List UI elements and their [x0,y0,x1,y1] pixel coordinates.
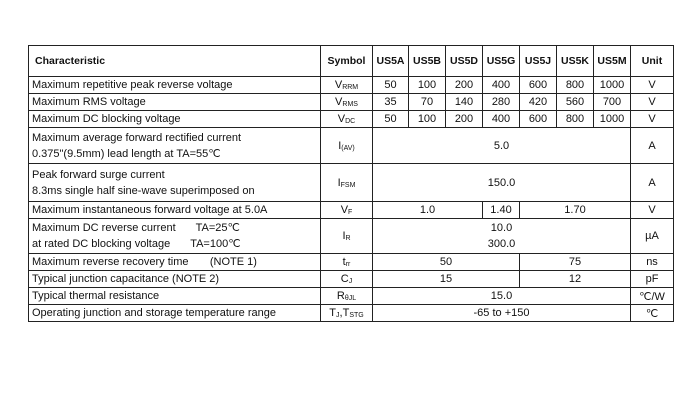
header-row [29,46,674,77]
value-cell: 5.0 [373,128,631,164]
value-cell: 200 [446,77,483,94]
row-ifsm [29,164,674,202]
value-cell: 15 [373,271,520,288]
unit-cell: V [631,202,674,219]
unit-cell: ℃ [631,305,674,322]
row-symbol: $V_{DC}$ [321,111,373,128]
value-cell: 140 [446,94,483,111]
value-cell: 600 [520,111,557,128]
value-cell: 100 [409,77,446,94]
value-cell: 400 [483,111,520,128]
value-cell: 400 [483,77,520,94]
row-symbol: $I_{(AV)}$ [321,128,373,164]
row-symbol: $I_{FSM}$ [321,164,373,202]
row-symbol: $R_{\theta JL}$ [321,288,373,305]
row-vf [29,202,674,219]
value-cell: 50 [373,254,520,271]
part-header-us5m: US5M [594,46,631,77]
unit-cell: V [631,111,674,128]
unit-cell: A [631,128,674,164]
value-cell: 280 [483,94,520,111]
unit-cell: pF [631,271,674,288]
value-cell: 15.0 [373,288,631,305]
row-description: Maximum reverse recovery time (NOTE 1) [29,254,321,271]
value-cell: 10.0 300.0 [373,219,631,254]
unit-cell: µA [631,219,674,254]
part-header-us5b: US5B [409,46,446,77]
row-symbol: $C_J$ [321,271,373,288]
row-description: Maximum repetitive peak reverse voltage [29,77,321,94]
unit-header: Unit [631,46,674,77]
value-cell: 75 [520,254,631,271]
value-cell: 1000 [594,77,631,94]
row-symbol: $t_{rr}$ [321,254,373,271]
value-cell: 1.70 [520,202,631,219]
row-ir [29,219,674,254]
unit-cell: V [631,94,674,111]
unit-cell: ℃/W [631,288,674,305]
row-description: Operating junction and storage temperature range [29,305,321,322]
row-symbol: $V_{RMS}$ [321,94,373,111]
row-symbol: $V_F$ [321,202,373,219]
row-trr [29,254,674,271]
value-cell: 420 [520,94,557,111]
row-symbol: $I_R$ [321,219,373,254]
row-symbol: $V_{RRM}$ [321,77,373,94]
row-description: Peak forward surge current 8.3ms single half sine-wave superimposed on [29,164,321,202]
value-cell: 560 [557,94,594,111]
part-header-us5j: US5J [520,46,557,77]
value-cell: 35 [373,94,409,111]
row-symbol: $T_J,T_{STG}$ [321,305,373,322]
row-iav [29,128,674,164]
value-cell: 1.40 [483,202,520,219]
row-temp [29,305,674,322]
value-cell: 1.0 [373,202,483,219]
value-cell: 50 [373,111,409,128]
characteristic-header: Characteristic [29,46,321,77]
row-description: Maximum instantaneous forward voltage at 5.0A [29,202,321,219]
value-cell: 70 [409,94,446,111]
value-cell: 600 [520,77,557,94]
value-cell: 50 [373,77,409,94]
row-cj [29,271,674,288]
value-cell: -65 to +150 [373,305,631,322]
value-cell: 12 [520,271,631,288]
part-header-us5d: US5D [446,46,483,77]
unit-cell: V [631,77,674,94]
value-cell: 200 [446,111,483,128]
part-header-us5k: US5K [557,46,594,77]
unit-cell: ns [631,254,674,271]
row-description: Typical junction capacitance (NOTE 2) [29,271,321,288]
row-description: Maximum DC reverse current TA=25℃ at rated DC blocking voltage TA=100℃ [29,219,321,254]
part-header-us5g: US5G [483,46,520,77]
row-description: Maximum DC blocking voltage [29,111,321,128]
row-description: Maximum average forward rectified current 0.375"(9.5mm) lead length at TA=55℃ [29,128,321,164]
row-description: Typical thermal resistance [29,288,321,305]
row-rth [29,288,674,305]
part-header-us5a: US5A [373,46,409,77]
value-cell: 800 [557,111,594,128]
row-vrms [29,94,674,111]
symbol-header: Symbol [321,46,373,77]
value-cell: 1000 [594,111,631,128]
value-cell: 100 [409,111,446,128]
row-description: Maximum RMS voltage [29,94,321,111]
value-cell: 150.0 [373,164,631,202]
value-cell: 800 [557,77,594,94]
ratings-table [28,45,674,322]
row-vrrm [29,77,674,94]
row-vdc [29,111,674,128]
value-cell: 700 [594,94,631,111]
unit-cell: A [631,164,674,202]
